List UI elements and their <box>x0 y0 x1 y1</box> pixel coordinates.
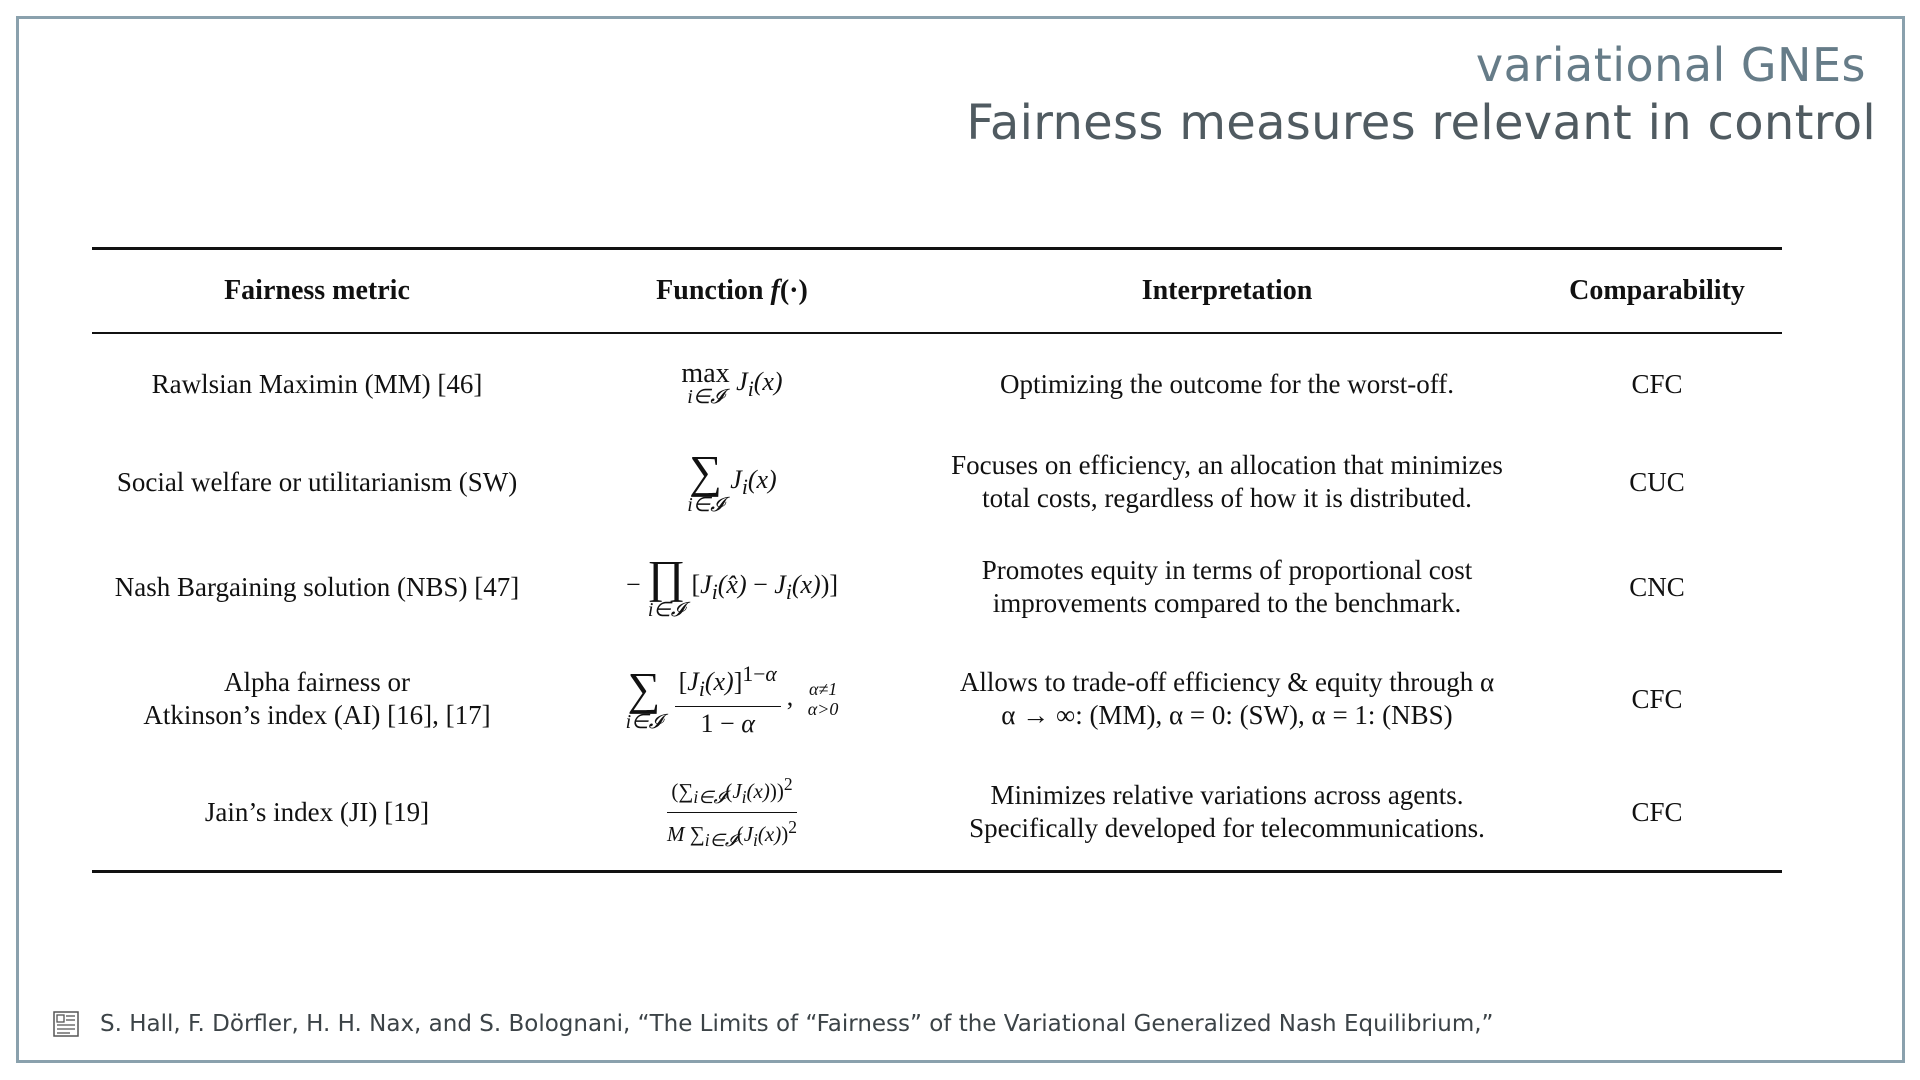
table-row <box>92 334 1782 434</box>
table-row <box>92 530 1782 644</box>
interpretation-cell: Focuses on efficiency, an allocation that minimizes total costs, regardless of how it is distributed. <box>951 450 1503 513</box>
function-formula: max i∈𝓘 $J_i(x)$ <box>681 358 783 408</box>
metric-cell: Social welfare or utilitarianism (SW) <box>116 466 518 497</box>
metric-cell: Rawlsian Maximin (MM) [46] <box>151 368 483 399</box>
metric-cell: Jain’s index (JI) [19] <box>204 796 430 827</box>
function-cell <box>542 644 922 754</box>
header-function-label: Function f(·) <box>656 275 808 306</box>
comparability-cell: CFC <box>1631 368 1683 399</box>
function-formula: $\frac{(\sum_{i\in 𝓘}(J_i(x)))^2}{M \sum_{i\in 𝓘}(J_i(x))^2}$ <box>667 774 797 850</box>
slide-subtitle: variational GNEs <box>1475 38 1866 92</box>
comparability-cell: CFC <box>1631 796 1683 827</box>
table-bottom-rule <box>92 870 1782 873</box>
interpretation-cell: Optimizing the outcome for the worst-off. <box>1000 368 1454 399</box>
function-cell <box>542 334 922 434</box>
function-cell <box>542 434 922 530</box>
citation <box>52 1010 1493 1038</box>
interpretation-cell: Minimizes relative variations across agents. Specifically developed for telecommunications. <box>969 780 1485 843</box>
fairness-table <box>92 247 1782 873</box>
document-icon <box>52 1010 80 1038</box>
function-cell <box>542 530 922 644</box>
comparability-cell: CNC <box>1629 571 1685 602</box>
header-fairness-metric: Fairness metric <box>224 275 410 306</box>
header-interpretation: Interpretation <box>1141 275 1313 306</box>
function-formula: − ∏ i∈𝓘 $[J_i(x̂) - J_i(x))$] <box>625 551 839 621</box>
title-block <box>966 36 1876 152</box>
interpretation-cell: Allows to trade-off efficiency & equity through α α → ∞: (MM), α = 0: (SW), α = 1: (NBS) <box>959 667 1495 730</box>
citation-text: S. Hall, F. Dörfler, H. H. Nax, and S. Bolognani, “The Limits of “Fairness” of the Variational Generalized Nash Equilibrium,” <box>100 1011 1494 1037</box>
function-formula: ∑ i∈𝓘 $\frac{[J_i(x)]^{1-\alpha}}{1 - \alpha}$ , α≠1 α>0 <box>626 682 839 711</box>
header-function <box>542 250 922 332</box>
table-row <box>92 644 1782 754</box>
header-comparability: Comparability <box>1569 275 1745 306</box>
comparability-cell: CFC <box>1631 683 1683 714</box>
slide-title: Fairness measures relevant in control <box>966 95 1876 151</box>
function-formula: ∑ i∈𝓘 $J_i(x)$ <box>687 446 777 516</box>
metric-cell: Nash Bargaining solution (NBS) [47] <box>114 571 520 602</box>
table-row <box>92 754 1782 870</box>
table-row <box>92 434 1782 530</box>
comparability-cell: CUC <box>1629 466 1685 497</box>
function-cell <box>542 754 922 870</box>
interpretation-cell: Promotes equity in terms of proportional cost improvements compared to the benchmark. <box>981 555 1473 618</box>
metric-cell: Alpha fairness or Atkinson’s index (AI) [16], [17] <box>143 667 491 730</box>
